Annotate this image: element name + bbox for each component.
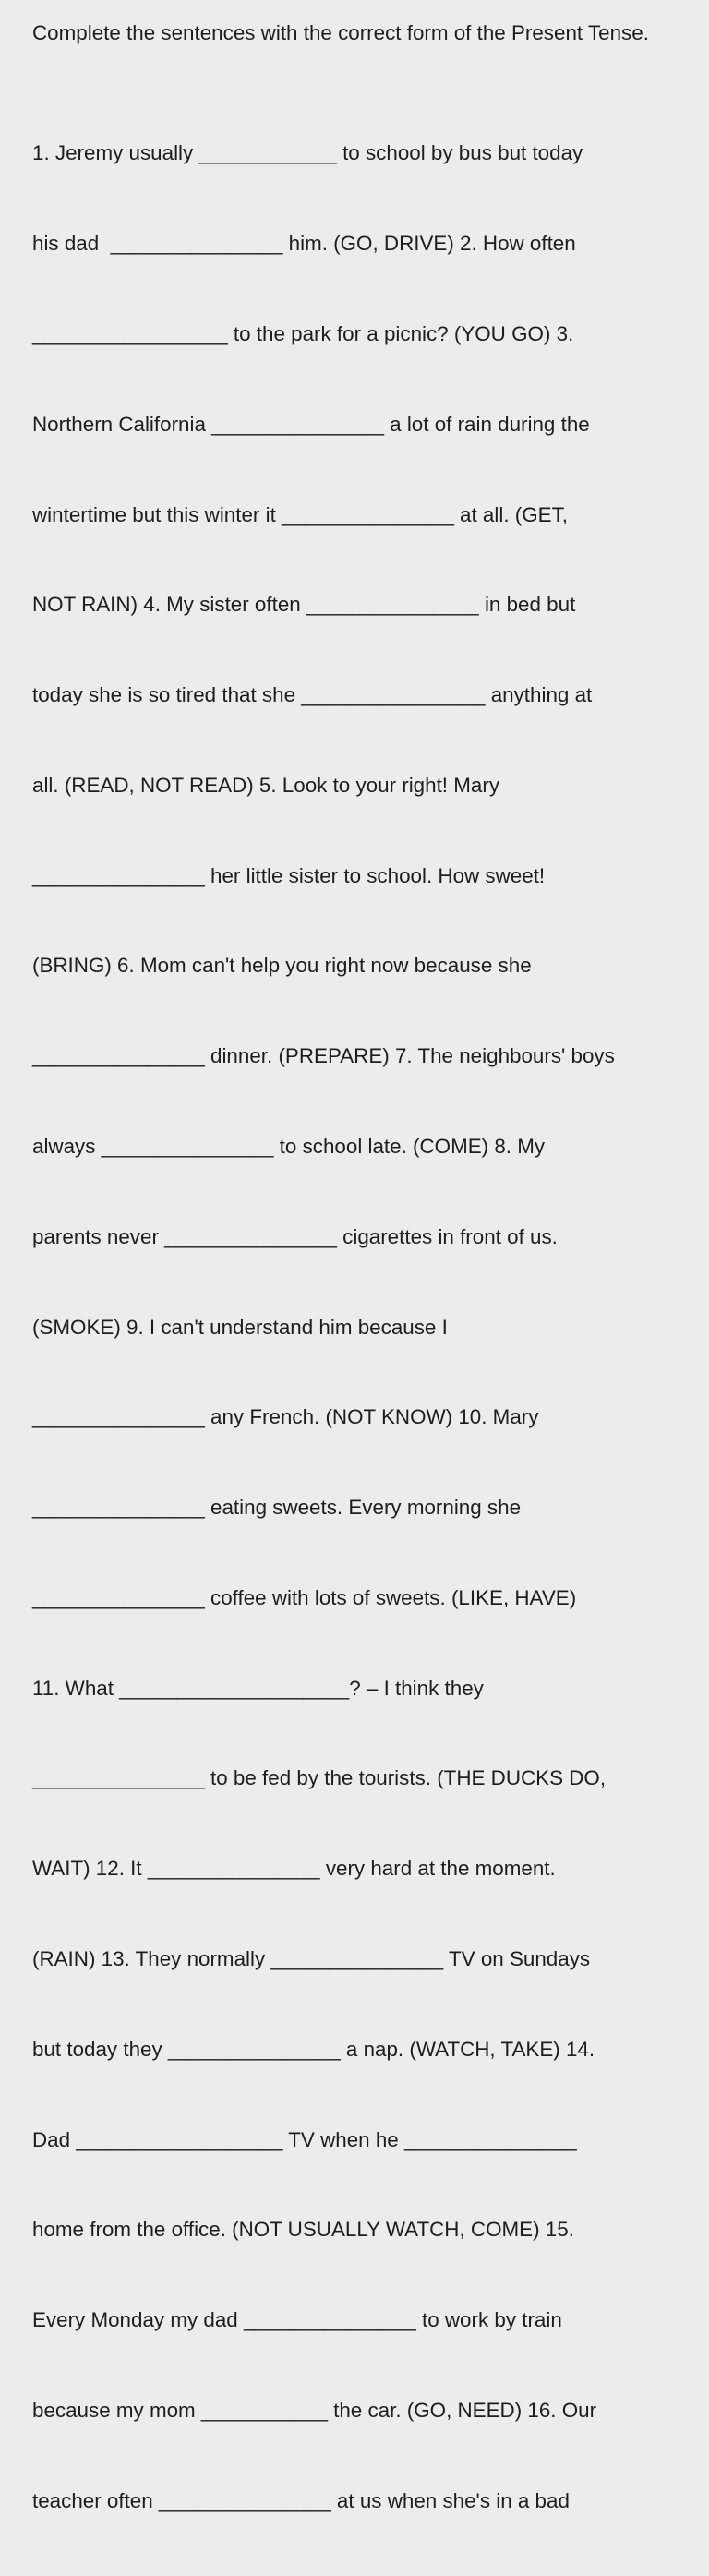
paragraph-gap bbox=[32, 49, 681, 79]
exercise-line: _______________ eating sweets. Every morning she bbox=[32, 1496, 522, 1520]
exercise-line: but today they _______________ a nap. (WATCH, TAKE) 14. bbox=[32, 2037, 595, 2061]
exercise-line: parents never _______________ cigarettes in front of us. bbox=[32, 1224, 558, 1248]
exercise-line: (SMOKE) 9. I can't understand him because I bbox=[32, 1315, 448, 1339]
exercise-line: WAIT) 12. It _______________ very hard at the moment. bbox=[32, 1857, 556, 1881]
exercise-line: Every Monday my dad _______________ to work by train bbox=[32, 2308, 562, 2332]
exercise-line: home from the office. (NOT USUALLY WATCH, COME) 15. bbox=[32, 2218, 574, 2242]
exercise-line: 1. Jeremy usually ____________ to school by bus but today bbox=[32, 141, 583, 165]
exercise-line: _______________ her little sister to school. How sweet! bbox=[32, 863, 546, 887]
exercise-line: 11. What ____________________? – I think they bbox=[32, 1676, 484, 1700]
exercise-line: _______________ dinner. (PREPARE) 7. The neighbours' boys bbox=[32, 1044, 615, 1068]
exercise-line: teacher often _______________ at us when she's in a bad bbox=[32, 2488, 570, 2512]
exercise-line: because my mom ___________ the car. (GO, NEED) 16. Our bbox=[32, 2398, 597, 2422]
exercise-line: (RAIN) 13. They normally _______________ TV on Sundays bbox=[32, 1947, 591, 1970]
instruction-text: Complete the sentences with the correct form of the Present Tense. bbox=[32, 21, 649, 44]
exercise-line: _______________ any French. (NOT KNOW) 10. Mary bbox=[32, 1405, 539, 1429]
exercise-line: his dad _______________ him. (GO, DRIVE) 2. How often bbox=[32, 232, 576, 256]
exercise-line: Northern California _______________ a lot of rain during the bbox=[32, 412, 590, 436]
exercise-line: _________________ to the park for a picnic? (YOU GO) 3. bbox=[32, 321, 574, 345]
exercise-line: Dad __________________ TV when he _______________ bbox=[32, 2127, 577, 2151]
exercise-line: always _______________ to school late. (COME) 8. My bbox=[32, 1134, 546, 1158]
exercise-line: _______________ coffee with lots of sweets. (LIKE, HAVE) bbox=[32, 1585, 577, 1609]
exercise-text bbox=[32, 78, 681, 2576]
exercise-line: _______________ to be fed by the tourists. (THE DUCKS DO, bbox=[32, 1766, 607, 1790]
exercise-line: (BRING) 6. Mom can't help you right now because she bbox=[32, 954, 532, 978]
exercise-line: wintertime but this winter it _______________ at all. (GET, bbox=[32, 502, 568, 526]
exercise-line: all. (READ, NOT READ) 5. Look to your right! Mary bbox=[32, 773, 500, 797]
exercise-line: NOT RAIN) 4. My sister often _______________ in bed but bbox=[32, 593, 576, 617]
exercise-line: today she is so tired that she ________________ anything at bbox=[32, 683, 593, 707]
